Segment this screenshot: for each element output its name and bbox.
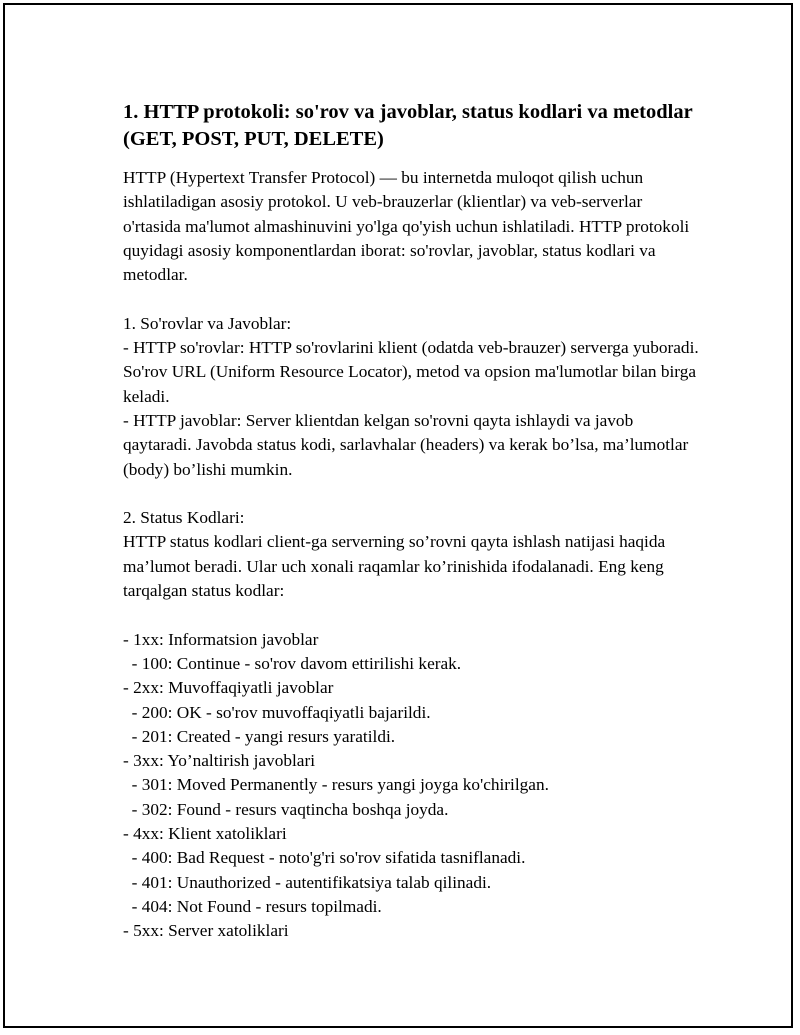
responses-paragraph: - HTTP javoblar: Server klientdan kelgan so'rovni qayta ishlaydi va javob qaytaradi. Javobda status kodi, sarlavhalar (headers) va kerak bo’lsa, ma’lumotlar (body) bo’lishi mumkin.	[123, 410, 689, 479]
intro-paragraph: HTTP (Hypertext Transfer Protocol) — bu internetda muloqot qilish uchun ishlatiladigan asosiy protokol. U veb-brauzerlar (klientlar) va veb-serverlar o'rtasida ma'lumot almashinuvini yo'lga qo'yish uchun ishlatiladi. HTTP protokoli quyidagi asosiy komponentlardan iborat: so'rovlar, javoblar, status kodlari va metodlar.	[123, 168, 690, 285]
document-content	[123, 99, 703, 944]
spacer	[123, 153, 703, 166]
list-item: - 404: Not Found - resurs topilmadi.	[123, 896, 382, 916]
list-item: - 2xx: Muvoffaqiyatli javoblar	[123, 678, 334, 698]
page-frame	[3, 3, 793, 1028]
list-item: - 200: OK - so'rov muvoffaqiyatli bajarildi.	[123, 702, 431, 722]
list-item: - 401: Unauthorized - autentifikatsiya talab qilinadi.	[123, 872, 492, 892]
spacer	[123, 287, 703, 311]
list-item: - 400: Bad Request - noto'g'ri so'rov sifatida tasniflanadi.	[123, 848, 526, 868]
section-heading: 2. Status Kodlari:	[123, 508, 245, 528]
section-heading: 1. So'rovlar va Javoblar:	[123, 313, 292, 333]
list-item: - 301: Moved Permanently - resurs yangi joyga ko'chirilgan.	[123, 775, 549, 795]
status-code-list	[123, 628, 703, 944]
spacer	[123, 603, 703, 627]
list-item: - 5xx: Server xatoliklari	[123, 921, 289, 941]
list-item: - 4xx: Klient xatoliklari	[123, 824, 287, 844]
section-requests-responses	[123, 312, 703, 482]
list-item: - 100: Continue - so'rov davom ettirilishi kerak.	[123, 653, 462, 673]
document-title: 1. HTTP protokoli: so'rov va javoblar, status kodlari va metodlar (GET, POST, PUT, DELETE)	[123, 101, 693, 150]
list-item: - 302: Found - resurs vaqtincha boshqa joyda.	[123, 799, 449, 819]
list-item: - 3xx: Yo’naltirish javoblari	[123, 751, 315, 771]
section-status-codes	[123, 506, 703, 943]
status-codes-description: HTTP status kodlari client-ga serverning so’rovni qayta ishlash natijasi haqida ma’lumot beradi. Ular uch xonali raqamlar ko’rinishida ifodalanadi. Eng keng tarqalgan status kodlar:	[123, 532, 666, 601]
list-item: - 201: Created - yangi resurs yaratildi.	[123, 726, 396, 746]
spacer	[123, 482, 703, 506]
list-item: - 1xx: Informatsion javoblar	[123, 629, 319, 649]
requests-paragraph: - HTTP so'rovlar: HTTP so'rovlarini klient (odatda veb-brauzer) serverga yuboradi. So'rov URL (Uniform Resource Locator), metod va opsion ma'lumotlar bilan birga keladi.	[123, 338, 699, 406]
